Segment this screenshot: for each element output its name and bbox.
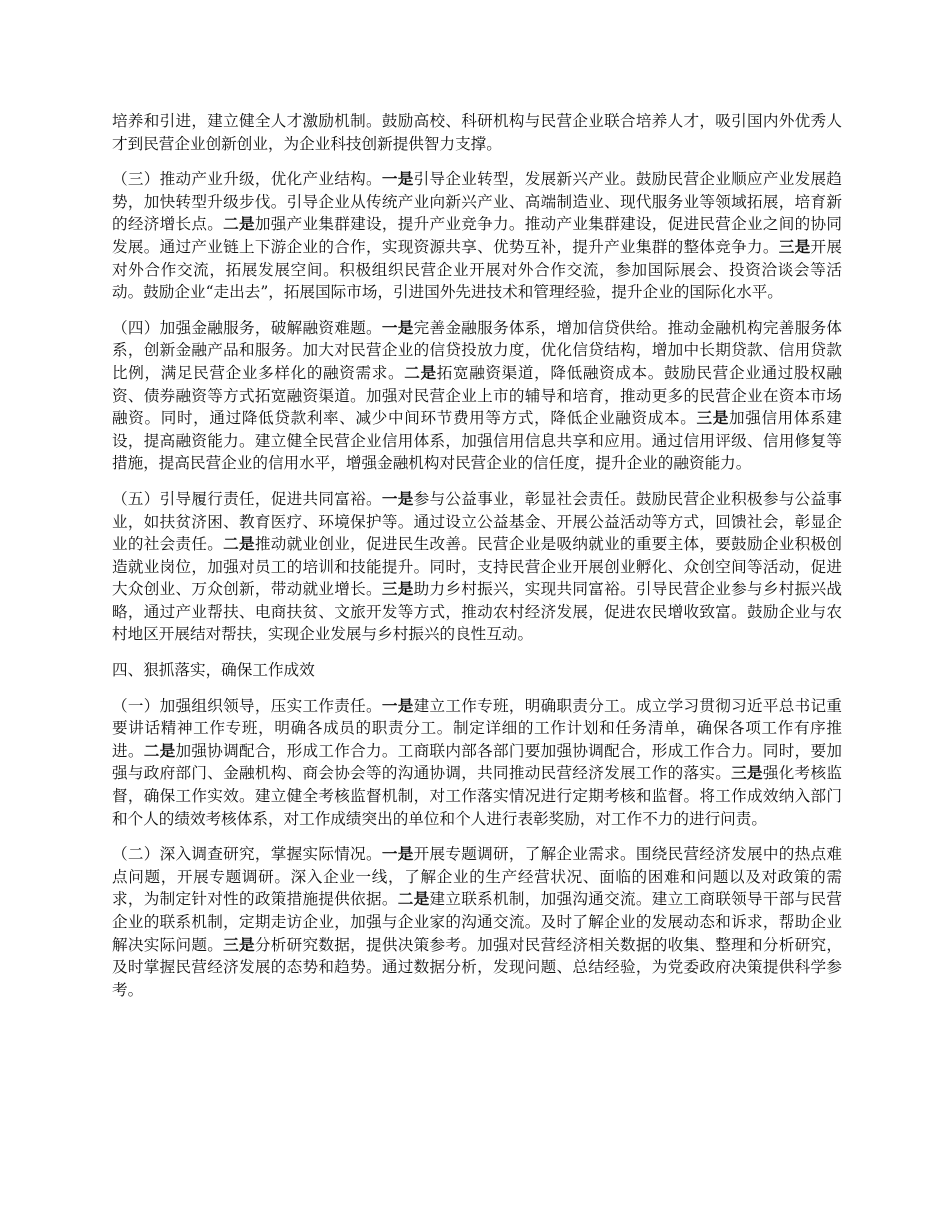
- emphasis-marker: 一是: [381, 844, 414, 864]
- text-segment: 加强协调配合，形成工作合力。工商联内部各部门要加强协调配合，形成工作合力。同时，要加强与政府部门、金融机构、商会协会等的沟通协调，共同推动民营经济发展工作的落实。: [112, 741, 842, 783]
- text-segment: （五）引导履行责任，促进共同富裕。: [112, 489, 382, 508]
- emphasis-marker: 二是: [404, 362, 437, 382]
- text-segment: 推动就业创业，促进民生改善。民营企业是吸纳就业的重要主体，要鼓励企业积极创造就业岗位，加强对员工的培训和技能提升。同时，支持民营企业开展创业孵化、众创空间等活动，促进大众创业、万众创新，带动就业增长。: [112, 535, 842, 599]
- emphasis-marker: 三是: [223, 934, 255, 954]
- paragraph-talent-cultivation: [112, 110, 842, 155]
- text-segment: 引导企业转型，发展新兴产业。鼓励民营企业顺应产业发展趋势，加快转型升级步伐。引导企业从传统产业向新兴产业、高端制造业、现代服务业等领域拓展，培育新的经济增长点。: [112, 170, 842, 234]
- text-segment: 建立工作专班，明确职责分工。成立学习贯彻习近平总书记重要讲话精神工作专班，明确各成员的职责分工。制定详细的工作计划和任务清单，确保各项工作有序推进。: [112, 696, 842, 760]
- emphasis-marker: 一是: [381, 488, 414, 508]
- text-segment: 参与公益事业，彰显社会责任。鼓励民营企业积极参与公益事业，如扶贫济困、教育医疗、环境保护等。通过设立公益基金、开展公益活动等方式，回馈社会，彰显企业的社会责任。: [112, 489, 842, 554]
- emphasis-marker: 一是: [381, 169, 414, 189]
- text-segment: （一）加强组织领导，压实工作责任。: [112, 696, 382, 715]
- text-segment: 完善金融服务体系，增加信贷供给。推动金融机构完善服务体系，创新金融产品和服务。加大对民营企业的信贷投放力度，优化信贷结构，增加中长期贷款、信用贷款比例，满足民营企业多样化的融资需求。: [112, 318, 842, 382]
- text-segment: 建立联系机制，加强沟通交流。建立工商联领导干部与民营企业的联系机制，定期走访企业，加强与企业家的沟通交流。及时了解企业的发展动态和诉求，帮助企业解决实际问题。: [112, 890, 842, 954]
- text-segment: 强化考核监督，确保工作实效。建立健全考核监督机制，对工作落实情况进行定期考核和监督。将工作成效纳入部门和个人的绩效考核体系，对工作成绩突出的单位和个人进行表彰奖励，对工作不力的进行问责。: [112, 764, 842, 828]
- text-segment: 四、狠抓落实，确保工作成效: [112, 661, 315, 680]
- emphasis-marker: 三是: [778, 236, 811, 256]
- emphasis-marker: 二是: [223, 214, 255, 234]
- emphasis-marker: 二是: [143, 740, 176, 760]
- text-segment: （三）推动产业升级，优化产业结构。: [112, 170, 382, 189]
- emphasis-marker: 三是: [696, 408, 729, 428]
- text-segment: 拓宽融资渠道，降低融资成本。鼓励民营企业通过股权融资、债券融资等方式拓宽融资渠道。加强对民营企业上市的辅导和培育，推动更多的民营企业在资本市场融资。同时，通过降低贷款利率、减少中间环节费用等方式，降低企业融资成本。: [112, 363, 842, 428]
- section-heading-implementation: [112, 659, 842, 682]
- text-segment: 培养和引进，建立健全人才激励机制。鼓励高校、科研机构与民营企业联合培养人才，吸引国内外优秀人才到民营企业创新创业，为企业科技创新提供智力支撑。: [112, 112, 842, 153]
- text-segment: 分析研究数据，提供决策参考。加强对民营经济相关数据的收集、整理和分析研究，及时掌握民营经济发展的态势和趋势。通过数据分析，发现问题、总结经验，为党委政府决策提供科学参考。: [112, 935, 842, 999]
- paragraph-social-responsibility: [112, 488, 842, 646]
- paragraph-research-investigation: [112, 843, 842, 1001]
- emphasis-marker: 二是: [397, 889, 430, 909]
- emphasis-marker: 一是: [381, 317, 414, 337]
- text-segment: （四）加强金融服务，破解融资难题。: [112, 318, 382, 337]
- text-segment: 加强产业集群建设，提升产业竞争力。推动产业集群建设，促进民营企业之间的协同发展。通过产业链上下游企业的合作，实现资源共享、优势互补，提升产业集群的整体竞争力。: [112, 215, 842, 256]
- text-segment: 开展专题调研，了解企业需求。围绕民营经济发展中的热点难点问题，开展专题调研。深入企业一线，了解企业的生产经营状况、面临的困难和问题以及对政策的需求，为制定针对性的政策措施提供依据。: [112, 845, 842, 909]
- paragraph-industrial-upgrade: [112, 168, 842, 304]
- paragraph-financial-services: [112, 317, 842, 475]
- text-segment: （二）深入调查研究，掌握实际情况。: [112, 845, 382, 864]
- text-segment: 助力乡村振兴，实现共同富裕。引导民营企业参与乡村振兴战略，通过产业帮扶、电商扶贫、文旅开发等方式，推动农村经济发展，促进农民增收致富。鼓励企业与农村地区开展结对帮扶，实现企业发展与乡村振兴的良性互动。: [112, 580, 842, 644]
- emphasis-marker: 一是: [381, 695, 414, 715]
- emphasis-marker: 三是: [731, 763, 763, 783]
- paragraph-organizational-leadership: [112, 695, 842, 831]
- emphasis-marker: 三是: [381, 579, 414, 599]
- document-page: [112, 110, 842, 1014]
- emphasis-marker: 二是: [223, 534, 255, 554]
- text-segment: 加强信用体系建设，提高融资能力。建立健全民营企业信用体系，加强信用信息共享和应用。通过信用评级、信用修复等措施，提高民营企业的信用水平，增强金融机构对民营企业的信任度，提升企业的融资能力。: [112, 409, 842, 473]
- text-segment: 开展对外合作交流，拓展发展空间。积极组织民营企业开展对外合作交流，参加国际展会、投资洽谈会等活动。鼓励企业“走出去”，拓展国际市场，引进国外先进技术和管理经验，提升企业的国际化水平。: [112, 237, 842, 302]
